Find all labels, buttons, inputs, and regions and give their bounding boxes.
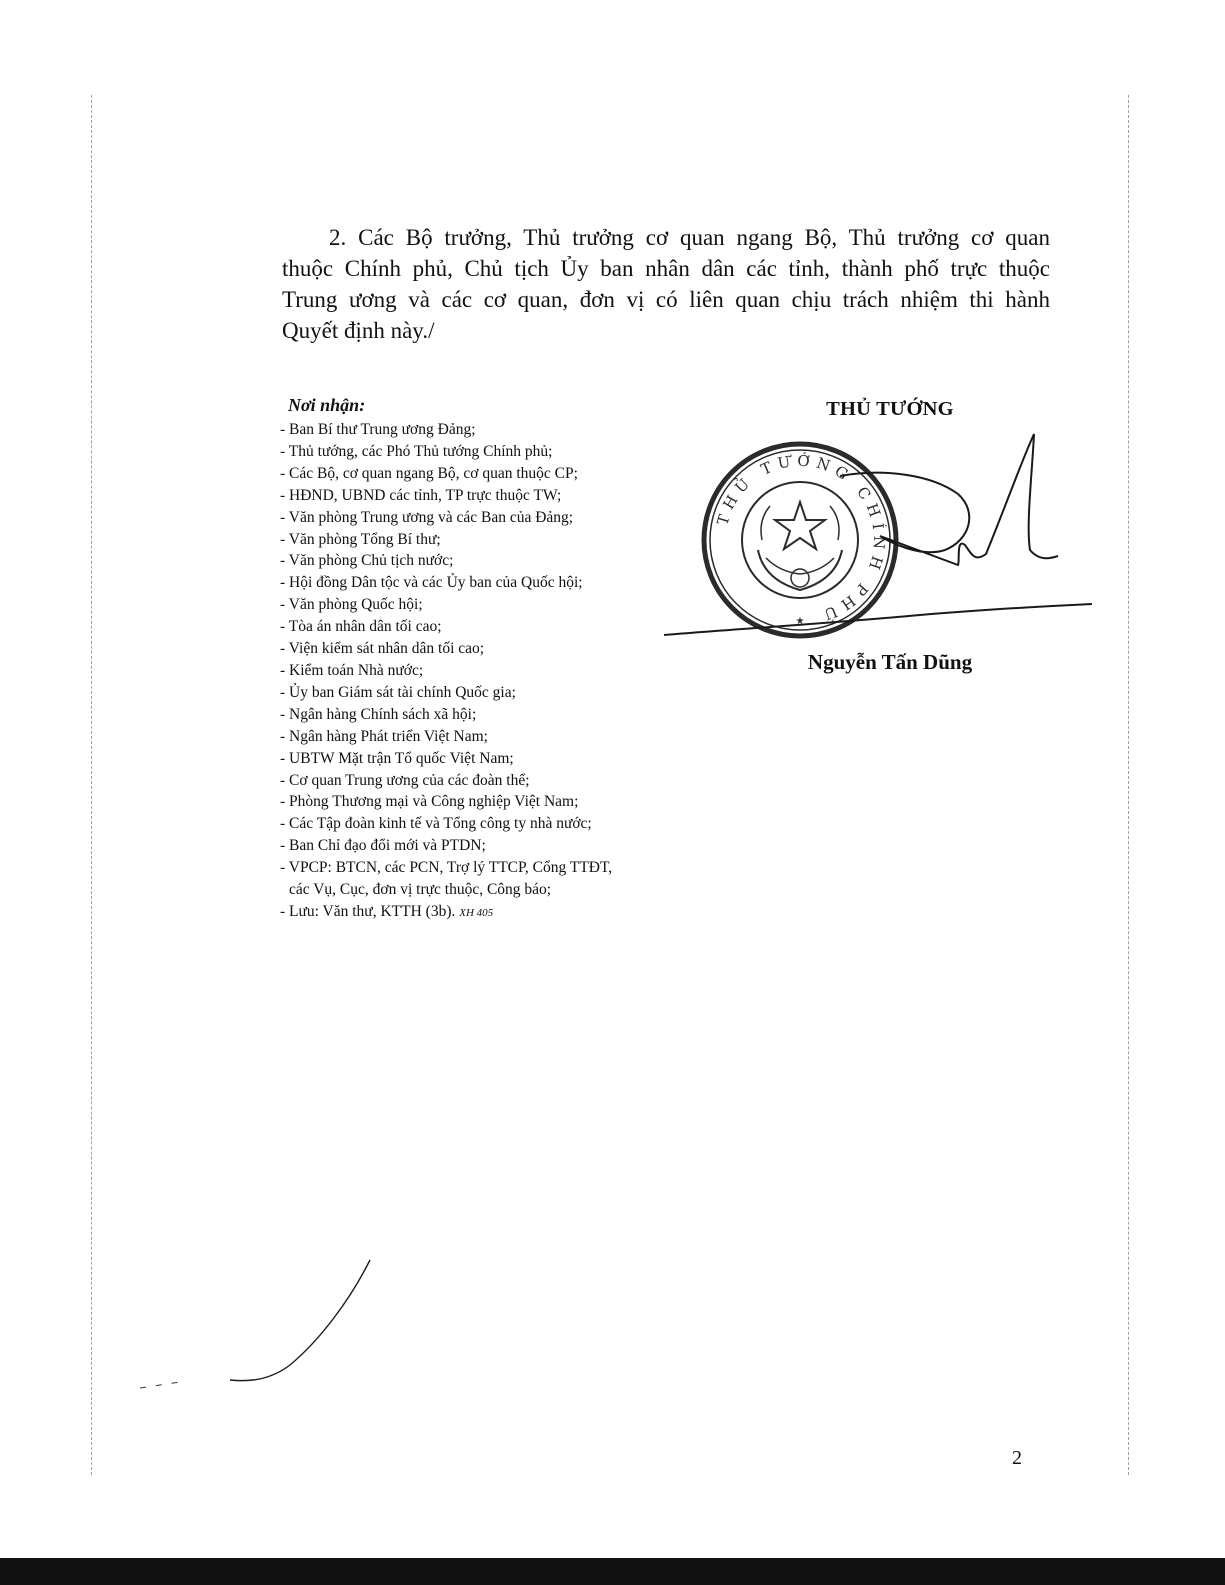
recipient-item: - Hội đồng Dân tộc và các Ủy ban của Quốc hội;	[280, 574, 583, 592]
decision-paragraph	[282, 222, 1050, 346]
signer-title: THỦ TƯỚNG	[826, 398, 954, 420]
seal-text: THỦ TƯỚNG CHÍNH PHỦ	[713, 451, 889, 626]
recipient-item: - Văn phòng Quốc hội;	[280, 596, 423, 614]
archive-note: XH 405	[459, 906, 494, 919]
scan-edge-left	[91, 95, 92, 1475]
recipients-heading: Nơi nhận:	[288, 395, 366, 415]
archive-label: - Lưu: Văn thư, KTTH (3b).	[280, 902, 456, 920]
recipient-item: - HĐND, UBND các tỉnh, TP trực thuộc TW;	[280, 486, 562, 504]
recipient-item: - Phòng Thương mại và Công nghiệp Việt Nam;	[280, 793, 579, 811]
recipient-item: - Ngân hàng Chính sách xã hội;	[280, 705, 477, 723]
recipient-item: - Kiểm toán Nhà nước;	[280, 661, 424, 679]
recipient-item: - Các Tập đoàn kinh tế và Tổng công ty nhà nước;	[280, 815, 592, 833]
recipient-item: - Cơ quan Trung ương của các đoàn thể;	[280, 771, 530, 789]
recipient-item: - Ban Chỉ đạo đổi mới và PTDN;	[280, 837, 486, 855]
scan-edge-bottom	[0, 1558, 1225, 1585]
page-number: 2	[1012, 1447, 1022, 1469]
recipient-item: - Tòa án nhân dân tối cao;	[280, 618, 442, 636]
recipient-item-archive	[280, 901, 740, 925]
scan-edge-right	[1128, 95, 1129, 1475]
signer-name: Nguyễn Tấn Dũng	[807, 650, 973, 674]
recipient-item: - Ủy ban Giám sát tài chính Quốc gia;	[280, 683, 516, 701]
recipient-item: - Văn phòng Chủ tịch nước;	[280, 552, 454, 570]
recipient-item: - Văn phòng Trung ương và các Ban của Đảng;	[280, 508, 574, 526]
stray-pen-mark	[120, 1230, 400, 1400]
paragraph-line: 2. Các Bộ trưởng, Thủ trưởng cơ quan ngang Bộ, Thủ trưởng cơ quan	[329, 225, 1050, 250]
handwritten-signature	[660, 430, 1100, 650]
recipient-item: - Ngân hàng Phát triển Việt Nam;	[280, 727, 488, 745]
recipient-item: các Vụ, Cục, đơn vị trực thuộc, Công báo;	[289, 881, 552, 899]
recipient-item: - Các Bộ, cơ quan ngang Bộ, cơ quan thuộc CP;	[280, 464, 578, 482]
recipient-item: - Thủ tướng, các Phó Thủ tướng Chính phủ;	[280, 442, 553, 460]
svg-text:★: ★	[795, 616, 805, 627]
recipient-item: - UBTW Mặt trận Tổ quốc Việt Nam;	[280, 749, 514, 767]
recipient-item: - Ban Bí thư Trung ương Đảng;	[280, 421, 476, 438]
paragraph-line: thuộc Chính phủ, Chủ tịch Ủy ban nhân dân các tỉnh, thành phố trực thuộc	[282, 256, 1050, 281]
recipient-item: - VPCP: BTCN, các PCN, Trợ lý TTCP, Cổng TTĐT,	[280, 859, 613, 877]
paragraph-line: Quyết định này./	[282, 318, 435, 343]
paragraph-line: Trung ương và các cơ quan, đơn vị có liên quan chịu trách nhiệm thi hành	[282, 287, 1050, 312]
recipient-item: - Văn phòng Tổng Bí thư;	[280, 530, 441, 548]
recipient-item: - Viện kiểm sát nhân dân tối cao;	[280, 640, 485, 658]
